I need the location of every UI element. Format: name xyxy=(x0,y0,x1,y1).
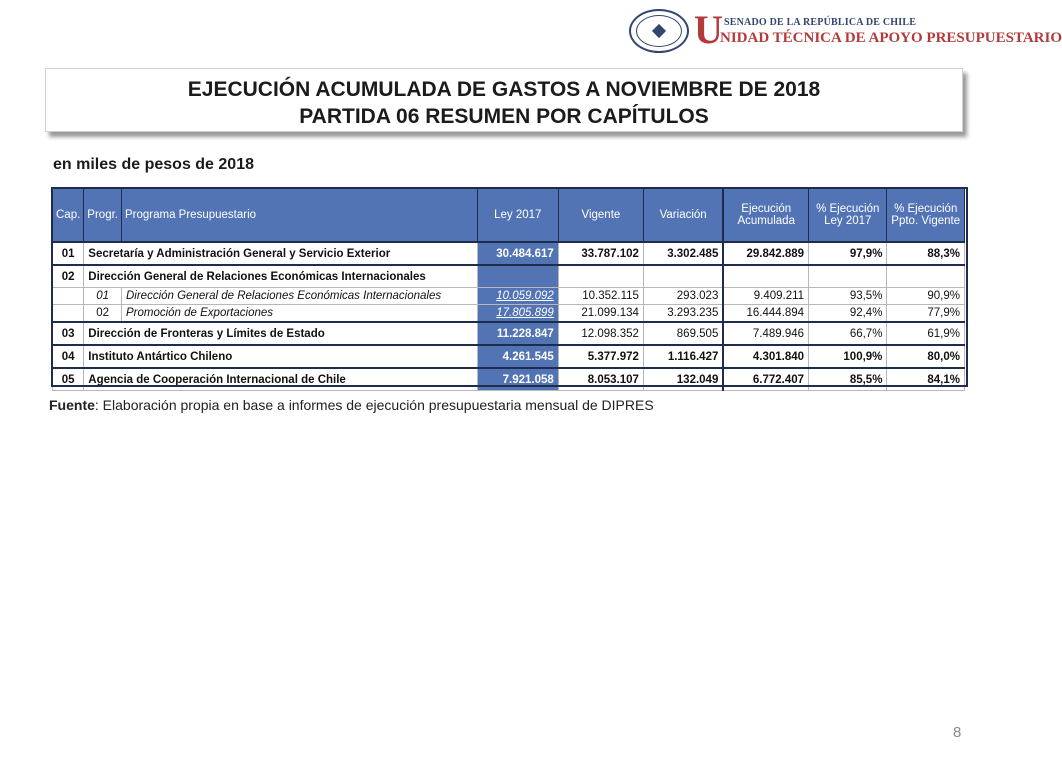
cell-ley: 11.228.847 xyxy=(477,322,558,345)
cell-variacion xyxy=(643,265,723,288)
header-vigente: Vigente xyxy=(558,189,643,243)
cell-vigente: 5.377.972 xyxy=(558,345,643,368)
units-subtitle: en miles de pesos de 2018 xyxy=(53,156,254,173)
cell-ejecucion: 6.772.407 xyxy=(723,368,808,391)
cell-cap: 02 xyxy=(53,265,84,288)
cell-pct-ley: 85,5% xyxy=(809,368,887,391)
title-line-2: PARTIDA 06 RESUMEN POR CAPÍTULOS xyxy=(299,105,709,128)
senate-seal-logo xyxy=(629,9,689,53)
cell-cap xyxy=(53,305,84,323)
header-ley: Ley 2017 xyxy=(477,189,558,243)
seal-emblem-icon xyxy=(636,15,682,47)
source-text: : Elaboración propia en base a informes de ejecución presupuestaria mensual de DIPRES xyxy=(94,397,654,413)
budget-table xyxy=(52,188,965,391)
cell-vigente xyxy=(558,265,643,288)
table-row xyxy=(53,288,965,305)
header-ejecucion-line-1: Ejecución xyxy=(741,203,792,215)
header-pct-ley-line-1: % Ejecución xyxy=(816,203,880,215)
header-progr: Progr. xyxy=(84,189,122,243)
cell-ejecucion: 9.409.211 xyxy=(723,288,808,305)
cell-cap: 04 xyxy=(53,345,84,368)
cell-cap xyxy=(53,288,84,305)
cell-ejecucion: 16.444.894 xyxy=(723,305,808,323)
cell-cap: 03 xyxy=(53,322,84,345)
cell-variacion: 3.302.485 xyxy=(643,242,723,265)
header-ejecucion xyxy=(723,189,808,243)
header-pct-vigente-line-1: % Ejecución xyxy=(894,203,958,215)
cell-ley: 4.261.545 xyxy=(477,345,558,368)
cell-program-name: Dirección General de Relaciones Económicas Internacionales xyxy=(84,265,477,288)
cell-ley xyxy=(477,265,558,288)
title-line-1: EJECUCIÓN ACUMULADA DE GASTOS A NOVIEMBRE DE 2018 xyxy=(187,78,821,101)
table-row xyxy=(53,368,965,391)
cell-pct-vigente: 90,9% xyxy=(887,288,965,305)
cell-ejecucion xyxy=(723,265,808,288)
cell-pct-vigente: 84,1% xyxy=(887,368,965,391)
cell-variacion: 293.023 xyxy=(643,288,723,305)
cell-program-name: Agencia de Cooperación Internacional de Chile xyxy=(84,368,477,391)
title-box xyxy=(45,68,963,132)
page-number: 8 xyxy=(953,724,962,741)
table-row xyxy=(53,345,965,368)
cell-program-name: Instituto Antártico Chileno xyxy=(84,345,477,368)
brand-initial: U xyxy=(694,7,723,52)
cell-progr: 02 xyxy=(84,305,122,323)
cell-ejecucion: 4.301.840 xyxy=(723,345,808,368)
brand-unit-name: NIDAD TÉCNICA DE APOYO PRESUPUESTARIO xyxy=(720,30,1062,46)
cell-pct-vigente: 80,0% xyxy=(887,345,965,368)
cell-program-name: Promoción de Exportaciones xyxy=(121,305,477,323)
source-note xyxy=(49,397,654,413)
cell-pct-ley xyxy=(809,265,887,288)
cell-ley: 30.484.617 xyxy=(477,242,558,265)
table-row xyxy=(53,242,965,265)
header-cap: Cap. xyxy=(53,189,84,243)
cell-cap: 05 xyxy=(53,368,84,391)
header-pct-ley xyxy=(809,189,887,243)
cell-pct-ley: 92,4% xyxy=(809,305,887,323)
header-pct-vigente xyxy=(887,189,965,243)
cell-vigente: 10.352.115 xyxy=(558,288,643,305)
header-programa: Programa Presupuestario xyxy=(121,189,477,243)
table-row xyxy=(53,265,965,288)
cell-vigente: 12.098.352 xyxy=(558,322,643,345)
table-header-row xyxy=(53,189,965,243)
cell-pct-ley: 97,9% xyxy=(809,242,887,265)
table-row xyxy=(53,305,965,323)
cell-ley: 10.059.092 xyxy=(477,288,558,305)
header-variacion: Variación xyxy=(643,189,723,243)
source-label: Fuente xyxy=(49,397,95,413)
cell-ejecucion: 7.489.946 xyxy=(723,322,808,345)
cell-vigente: 33.787.102 xyxy=(558,242,643,265)
cell-pct-vigente xyxy=(887,265,965,288)
header-pct-vigente-line-2: Ppto. Vigente xyxy=(891,215,961,227)
cell-ley: 17.805.899 xyxy=(477,305,558,323)
cell-variacion: 132.049 xyxy=(643,368,723,391)
cell-variacion: 3.293.235 xyxy=(643,305,723,323)
header-pct-ley-line-2: Ley 2017 xyxy=(824,215,872,227)
cell-vigente: 21.099.134 xyxy=(558,305,643,323)
cell-ley: 7.921.058 xyxy=(477,368,558,391)
cell-vigente: 8.053.107 xyxy=(558,368,643,391)
table-row xyxy=(53,322,965,345)
cell-program-name: Secretaría y Administración General y Servicio Exterior xyxy=(84,242,477,265)
header-ejecucion-line-2: Acumulada xyxy=(737,215,795,227)
cell-variacion: 1.116.427 xyxy=(643,345,723,368)
cell-cap: 01 xyxy=(53,242,84,265)
cell-pct-ley: 66,7% xyxy=(809,322,887,345)
cell-pct-vigente: 61,9% xyxy=(887,322,965,345)
cell-pct-vigente: 88,3% xyxy=(887,242,965,265)
cell-program-name: Dirección General de Relaciones Económicas Internacionales xyxy=(121,288,477,305)
cell-pct-ley: 100,9% xyxy=(809,345,887,368)
cell-program-name: Dirección de Fronteras y Límites de Estado xyxy=(84,322,477,345)
cell-pct-vigente: 77,9% xyxy=(887,305,965,323)
brand-senate-name: SENADO DE LA REPÚBLICA DE CHILE xyxy=(724,17,917,28)
cell-ejecucion: 29.842.889 xyxy=(723,242,808,265)
cell-progr: 01 xyxy=(84,288,122,305)
cell-pct-ley: 93,5% xyxy=(809,288,887,305)
cell-variacion: 869.505 xyxy=(643,322,723,345)
